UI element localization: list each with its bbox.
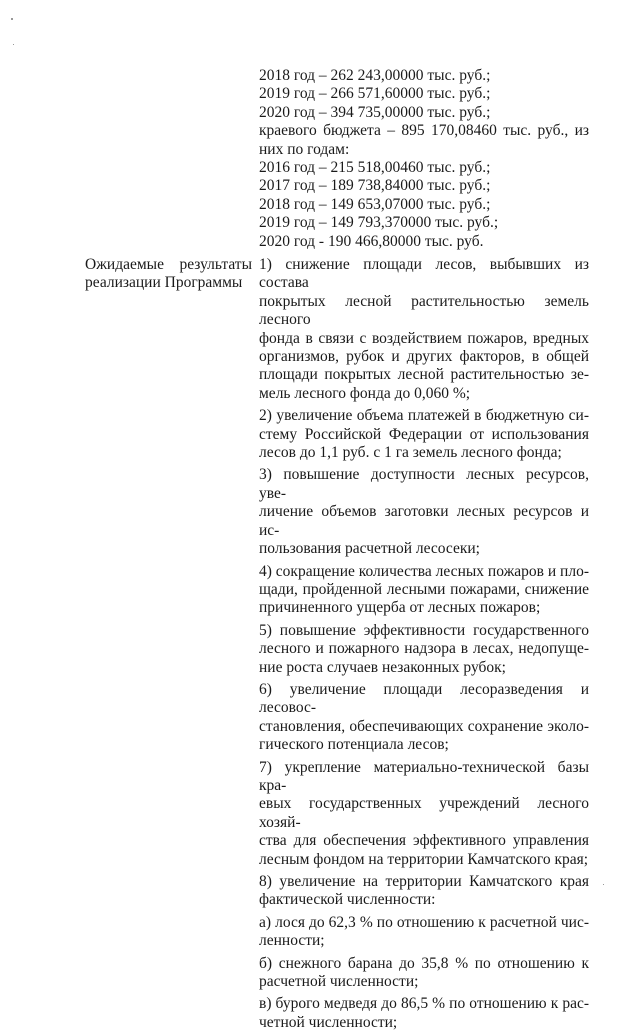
result-item [259, 681, 589, 755]
expected-results-list [259, 256, 589, 1036]
result-line: лесного и пожарного надзора в лесах, недопуще- [259, 640, 589, 658]
result-line: ленности; [259, 932, 325, 950]
result-line: 6) увеличение площади лесоразведения и лесовос- [259, 680, 589, 717]
result-line: личение объемов заготовки лесных ресурсов и ис- [259, 503, 589, 539]
result-item [259, 995, 589, 1032]
result-item [259, 622, 589, 677]
funding-line: 2017 год – 189 738,84000 тыс. руб.; [259, 177, 491, 195]
results-label-line: Ожидаемые результаты [85, 256, 252, 273]
result-line: организмов, рубок и других факторов, в общей [259, 348, 589, 366]
result-line: гического потенциала лесов; [259, 736, 449, 754]
result-line: четной численности; [259, 1013, 398, 1031]
funding-line: 2019 год – 149 793,370000 тыс. руб.; [259, 214, 499, 232]
result-line: фактической численности: [259, 891, 436, 909]
result-item [259, 256, 589, 403]
result-line: ства для обеспечения эффективного управления [259, 832, 589, 850]
scan-speck [11, 18, 13, 20]
funding-line: них по годам: [259, 140, 350, 158]
result-line: в) бурого медведя до 86,5 % по отношению к рас- [259, 995, 589, 1013]
result-line: становления, обеспечивающих сохранение эколо- [259, 717, 589, 735]
results-label-line: реализации Программы [85, 274, 243, 292]
funding-line: 2018 год – 262 243,00000 тыс. руб.; [259, 67, 491, 84]
result-line: 5) повышение эффективности государственного [259, 621, 589, 639]
scan-speck [603, 884, 604, 885]
result-item [259, 407, 589, 462]
result-line: б) снежного барана до 35,8 % по отношению к [259, 954, 589, 972]
result-line: 8) увеличение на территории Камчатского края [259, 873, 589, 890]
result-item [259, 873, 589, 910]
funding-line: краевого бюджета – 895 170,08460 тыс. руб., из [259, 122, 589, 140]
result-line: покрытых лесной растительностью земель лесного [259, 292, 589, 329]
result-item [259, 563, 589, 618]
result-line: 4) сокращение количества лесных пожаров и пло- [259, 562, 589, 580]
result-line: фонда в связи с воздействием пожаров, вредных [259, 329, 589, 347]
result-line: евых государственных учреждений лесного хозяй- [259, 795, 589, 831]
result-line: стему Российской Федерации от использования [259, 425, 589, 443]
result-line: площади покрытых лесной растительностью зе- [259, 366, 589, 384]
result-line: ние роста случаев незаконных рубок; [259, 658, 506, 676]
results-label [85, 256, 252, 293]
result-line: а) лося до 62,3 % по отношению к расчетной чис- [259, 913, 589, 931]
funding-line: 2020 год - 190 466,80000 тыс. руб. [259, 232, 484, 250]
result-line: щади, пройденной лесными пожарами, снижение [259, 580, 589, 598]
result-item [259, 955, 589, 992]
result-item [259, 914, 589, 951]
result-item [259, 466, 589, 558]
funding-line: 2019 год – 266 571,60000 тыс. руб.; [259, 85, 491, 103]
funding-line: 2016 год – 215 518,00460 тыс. руб.; [259, 159, 491, 177]
result-item [259, 759, 589, 869]
result-line: лесов до 1,1 руб. с 1 га земель лесного фонда; [259, 444, 562, 462]
scan-speck [13, 44, 14, 45]
result-line: 1) снижение площади лесов, выбывших из состава [259, 256, 589, 292]
funding-continuation [259, 67, 589, 251]
result-line: причиненного ущерба от лесных пожаров; [259, 599, 541, 617]
funding-line: 2020 год – 394 735,00000 тыс. руб.; [259, 103, 491, 121]
result-line: расчетной численности; [259, 973, 419, 991]
result-line: лесным фондом на территории Камчатского края; [259, 850, 589, 868]
result-line: 7) укрепление материально-технической базы кра- [259, 758, 589, 794]
result-line: 2) увеличение объема платежей в бюджетную си- [259, 407, 589, 425]
result-line: мель лесного фонда до 0,060 %; [259, 384, 471, 402]
result-line: 3) повышение доступности лесных ресурсов, уве- [259, 466, 589, 502]
funding-line: 2018 год – 149 653,07000 тыс. руб.; [259, 195, 491, 213]
result-line: пользования расчетной лесосеки; [259, 540, 480, 558]
